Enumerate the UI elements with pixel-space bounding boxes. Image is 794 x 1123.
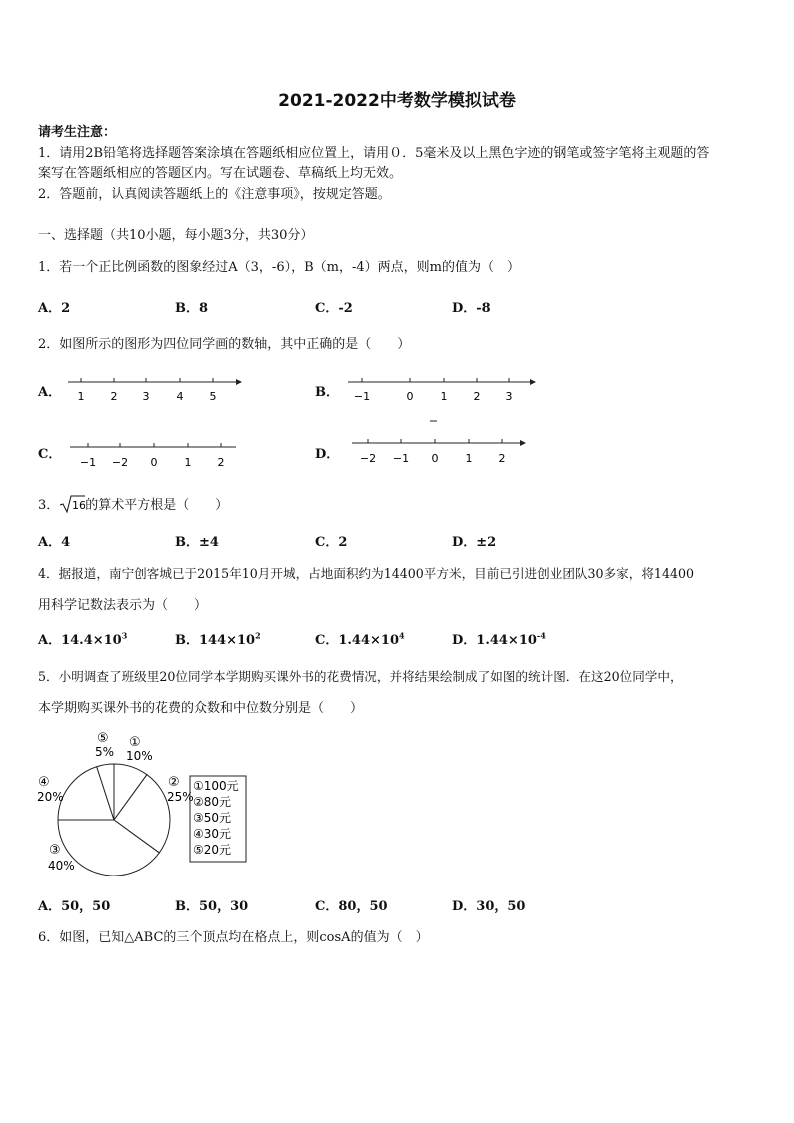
page-title: 2021-2022中考数学模拟试卷 <box>278 91 516 111</box>
number-line-a <box>64 372 244 406</box>
tick-label: −1 <box>79 456 97 469</box>
tick-label: 1 <box>77 390 85 403</box>
question-2-option-b[interactable]: B． <box>315 385 339 400</box>
slice-label-pct: 40% <box>48 859 75 873</box>
option-base: B．144×10 <box>175 633 256 648</box>
question-3-option-c[interactable]: C．2 <box>315 535 348 550</box>
tick-label: 0 <box>406 390 414 403</box>
question-2-option-a[interactable]: A． <box>38 385 62 400</box>
slice-label-mark: ⑤ <box>97 731 109 746</box>
slice-label-mark: ③ <box>49 843 61 858</box>
slice-label-pct: 10% <box>126 749 153 763</box>
slice-label-pct: 25% <box>167 790 194 804</box>
pie-chart <box>30 728 260 876</box>
question-3-number: 3． <box>38 498 60 513</box>
legend-item: ①100元 <box>193 779 239 793</box>
question-5-option-c[interactable]: C．80，50 <box>315 899 388 914</box>
tick-label: 2 <box>473 390 481 403</box>
sqrt-symbol <box>59 495 85 513</box>
question-5-stem-a: 5．小明调查了班级里20位同学本学期购买课外书的花费情况，并将结果绘制成了如图的统计图．在这20位同学中， <box>38 669 683 684</box>
question-2-option-d[interactable]: D． <box>315 447 340 462</box>
question-3-option-a[interactable]: A．4 <box>38 535 71 550</box>
notice-heading: 请考生注意： <box>38 125 117 140</box>
notice-line-1b: 案写在答题纸相应的答题区内。写在试题卷、草稿纸上均无效。 <box>38 166 403 181</box>
question-2-stem: 2．如图所示的图形为四位同学画的数轴，其中正确的是（ ） <box>38 337 411 352</box>
tick-label: −1 <box>392 452 410 465</box>
question-2-option-c[interactable]: C． <box>38 447 62 462</box>
slice-label-mark: ① <box>129 735 141 750</box>
radical-sign-icon <box>59 495 85 513</box>
section-heading: 一、选择题（共10小题，每小题3分，共30分） <box>38 228 314 243</box>
question-1-option-d[interactable]: D．-8 <box>452 301 491 316</box>
number-line-b <box>344 372 538 428</box>
tick-label: 2 <box>217 456 225 469</box>
legend-item: ④30元 <box>193 827 232 841</box>
option-exponent: 3 <box>121 630 128 641</box>
option-base: D．1.44×10 <box>452 633 537 648</box>
tick-label: 0 <box>150 456 158 469</box>
question-3-option-d[interactable]: D．±2 <box>452 535 497 550</box>
notice-line-2: 2．答题前，认真阅读答题纸上的《注意事项》，按规定答题。 <box>38 187 391 202</box>
question-3-stem <box>38 494 228 513</box>
slice-label-pct: 20% <box>37 790 64 804</box>
tick-label: −2 <box>359 452 377 465</box>
tick-label: 2 <box>110 390 118 403</box>
tick-label: 5 <box>209 390 217 403</box>
number-line-d <box>348 434 530 468</box>
option-base: A．14.4×10 <box>38 633 122 648</box>
option-exponent: 2 <box>255 630 261 641</box>
notice-line-1a: 1．请用2B铅笔将选择题答案涂填在答题纸相应位置上，请用０．5毫米及以上黑色字迹的钢笔或签字笔将主观题的答 <box>38 146 710 161</box>
radicand: 16 <box>72 499 86 512</box>
question-5-option-b[interactable]: B．50，30 <box>175 899 249 914</box>
option-base: C．1.44×10 <box>315 633 399 648</box>
option-exponent: 4 <box>399 630 405 641</box>
question-5-option-d[interactable]: D．30，50 <box>452 899 526 914</box>
question-5-stem-b: 本学期购买课外书的花费的众数和中位数分别是（ ） <box>38 701 364 716</box>
legend-item: ③50元 <box>193 811 232 825</box>
question-1-option-a[interactable]: A．2 <box>38 301 71 316</box>
question-3-option-b[interactable]: B．±4 <box>175 535 219 550</box>
tick-label: 1 <box>440 390 448 403</box>
number-line-c <box>64 438 244 472</box>
question-5-option-a[interactable]: A．50，50 <box>38 899 111 914</box>
slice-label-mark: ④ <box>38 775 50 790</box>
question-4-stem-a: 4．据报道，南宁创客城已于2015年10月开城，占地面积约为14400平方米，目前已引进创业团队30多家，将14400 <box>38 566 694 581</box>
tick-label: 1 <box>465 452 473 465</box>
tick-label: 3 <box>505 390 513 403</box>
slice-label-mark: ② <box>168 775 180 790</box>
question-4-option-c[interactable] <box>315 629 405 648</box>
question-6-stem: 6．如图，已知△ABC的三个顶点均在格点上，则cosA的值为（ ） <box>38 930 429 945</box>
tick-label: 3 <box>142 390 150 403</box>
question-4-stem-b: 用科学记数法表示为（ ） <box>38 598 208 613</box>
question-1-option-c[interactable]: C．-2 <box>315 301 353 316</box>
slice-label-pct: 5% <box>95 745 115 759</box>
tick-label: 2 <box>498 452 506 465</box>
tick-label: −1 <box>353 390 371 403</box>
legend-item: ②80元 <box>193 795 232 809</box>
question-1-stem: 1．若一个正比例函数的图象经过A（3，-6），B（m，-4）两点，则m的值为（ ） <box>38 260 520 275</box>
option-exponent: -4 <box>536 630 546 641</box>
question-4-option-d[interactable] <box>452 629 546 648</box>
question-3-text: 的算术平方根是（ ） <box>85 498 229 513</box>
legend-item: ⑤20元 <box>193 843 232 857</box>
question-1-option-b[interactable]: B．8 <box>175 301 209 316</box>
tick-label: 1 <box>184 456 192 469</box>
tick-label: −2 <box>111 456 129 469</box>
question-4-option-a[interactable] <box>38 629 127 648</box>
tick-label: 0 <box>431 452 439 465</box>
tick-label: 4 <box>176 390 184 403</box>
question-4-option-b[interactable] <box>175 629 261 648</box>
